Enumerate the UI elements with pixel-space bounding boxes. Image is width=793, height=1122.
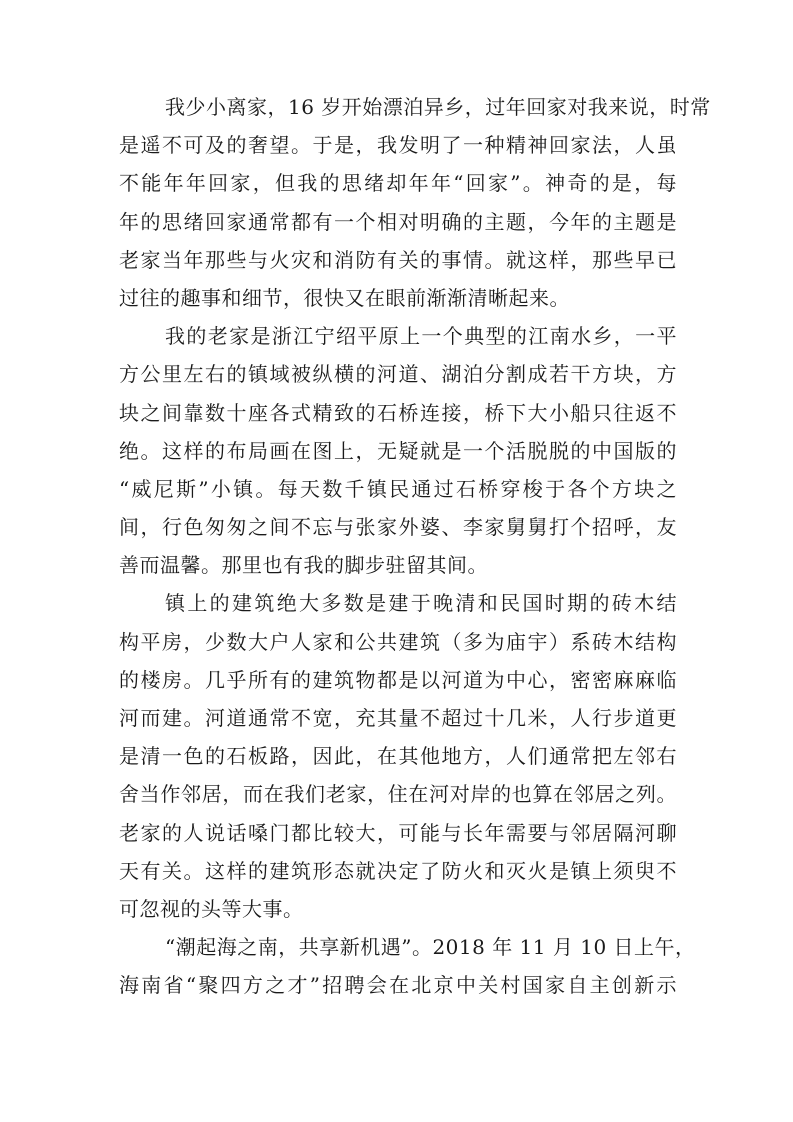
text-line: “潮起海之南，共享新机遇”。2018 年 11 月 10 日上午， — [165, 935, 696, 960]
text-line: 老家当年那些与火灾和消防有关的事情。就这样，那些早已 — [119, 247, 677, 272]
text-line: 河而建。河道通常不宽，充其量不超过十几米，人行步道更 — [119, 706, 677, 730]
paragraph — [119, 928, 696, 1004]
text-line: 不能年年回家，但我的思绪却年年“回家”。神奇的是，每 — [119, 171, 677, 196]
text-line: 海南省“聚四方之才”招聘会在北京中关村国家自主创新示 — [119, 973, 677, 998]
text-line: 是清一色的石板路，因此，在其他地方，人们通常把左邻右 — [119, 744, 677, 769]
text-line: 过往的趣事和细节，很快又在眼前渐渐清晰起来。 — [119, 285, 570, 310]
text-line: 的楼房。几乎所有的建筑物都是以河道为中心，密密麻麻临 — [119, 667, 677, 692]
paragraph — [119, 584, 677, 928]
text-line: 可忽视的头等大事。 — [119, 896, 304, 921]
text-line: 老家的人说话嗓门都比较大，可能与长年需要与邻居隔河聊 — [119, 820, 677, 845]
text-line: 善而温馨。那里也有我的脚步驻留其间。 — [119, 553, 488, 578]
text-line: 舍当作邻居，而在我们老家，住在河对岸的也算在邻居之列。 — [119, 782, 677, 807]
document-page — [119, 88, 711, 1005]
text-line: 我的老家是浙江宁绍平原上一个典型的江南水乡，一平 — [165, 324, 677, 349]
text-line: “威尼斯”小镇。每天数千镇民通过石桥穿梭于各个方块之 — [119, 476, 677, 501]
paragraph — [119, 88, 711, 317]
text-line: 是遥不可及的奢望。于是，我发明了一种精神回家法，人虽 — [119, 133, 677, 158]
text-line: 年的思绪回家通常都有一个相对明确的主题，今年的主题是 — [119, 209, 677, 234]
text-line: 构平房，少数大户人家和公共建筑（多为庙宇）系砖木结构 — [119, 629, 677, 654]
text-line: 天有关。这样的建筑形态就决定了防火和灭火是镇上须臾不 — [119, 858, 677, 883]
text-line: 间，行色匆匆之间不忘与张家外婆、李家舅舅打个招呼，友 — [119, 515, 677, 540]
text-line: 镇上的建筑绝大多数是建于晚清和民国时期的砖木结 — [165, 591, 677, 616]
text-line: 块之间靠数十座各式精致的石桥连接，桥下大小船只往返不 — [119, 400, 677, 425]
paragraph — [119, 317, 677, 584]
text-line: 我少小离家，16 岁开始漂泊异乡，过年回家对我来说，时常 — [165, 95, 711, 119]
text-line: 绝。这样的布局画在图上，无疑就是一个活脱脱的中国版的 — [119, 438, 677, 463]
text-line: 方公里左右的镇域被纵横的河道、湖泊分割成若干方块，方 — [119, 362, 677, 387]
